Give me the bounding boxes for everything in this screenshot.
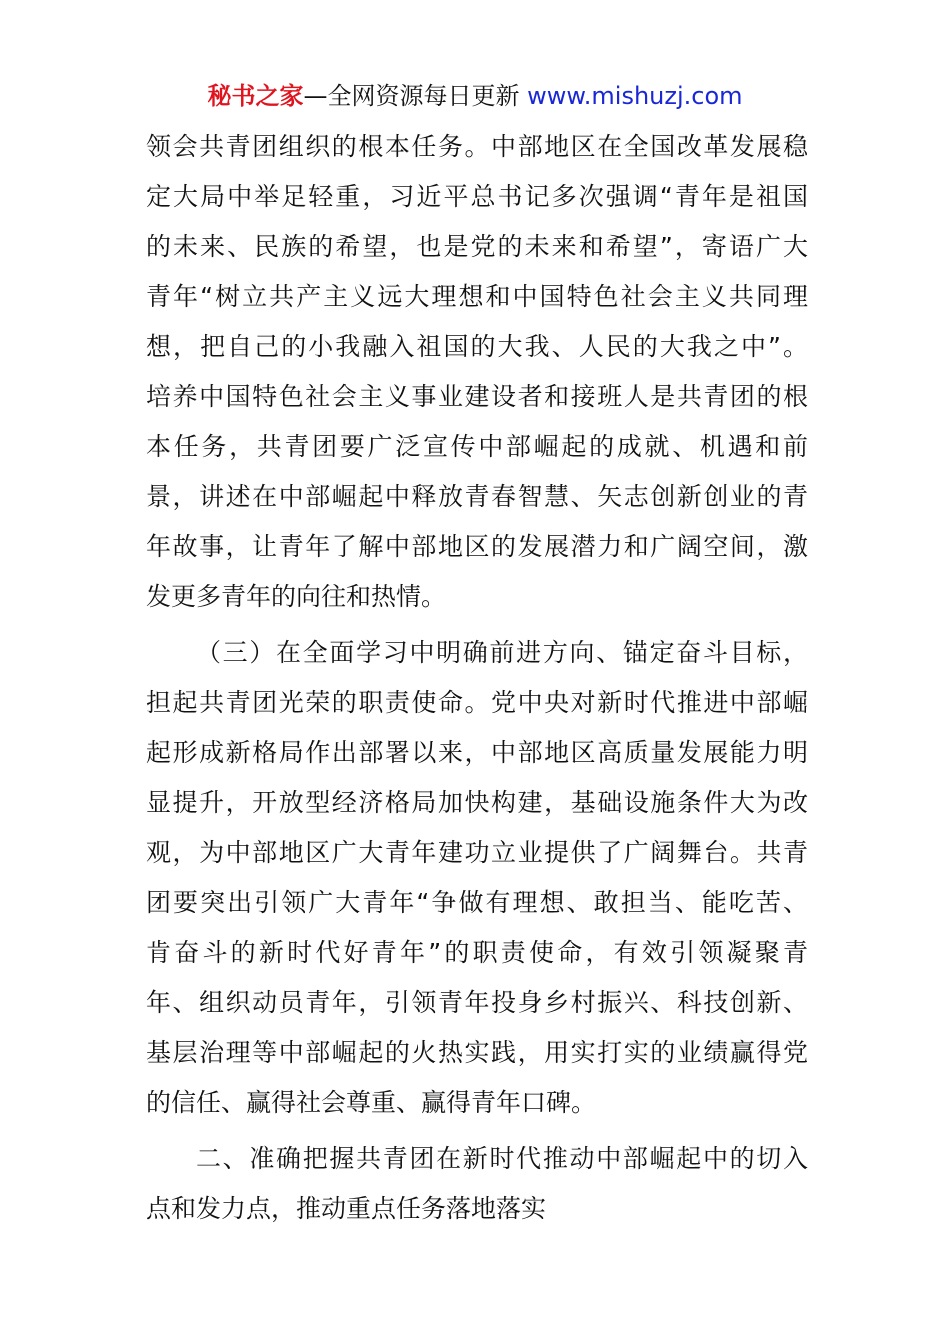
section-heading-line: （三）在全面学习中明确前进方向、锚定奋斗目标， <box>196 638 808 667</box>
site-url-link[interactable]: www.mishuzj.com <box>527 82 743 110</box>
text-line: 显提升，开放型经济格局加快构建，基础设施条件大为改 <box>146 788 808 817</box>
text-line: 想，把自己的小我融入祖国的大我、人民的大我之中”。 <box>146 332 808 361</box>
chapter-heading-line: 二、准确把握共青团在新时代推动中部崛起中的切入 <box>196 1144 808 1173</box>
text-line: 观，为中部地区广大青年建功立业提供了广阔舞台。共青 <box>146 838 808 867</box>
chapter-heading-line: 点和发力点，推动重点任务落地落实 <box>146 1194 547 1223</box>
brand-name: 秘书之家 <box>207 82 304 110</box>
text-line: 担起共青团光荣的职责使命。党中央对新时代推进中部崛 <box>146 688 808 717</box>
text-line: 的未来、民族的希望，也是党的未来和希望”，寄语广大 <box>146 232 808 261</box>
paragraph <box>146 1134 808 1234</box>
text-line: 肯奋斗的新时代好青年”的职责使命，有效引领凝聚青 <box>146 938 808 967</box>
text-line: 青年“树立共产主义远大理想和中国特色社会主义共同理 <box>146 282 808 311</box>
text-line: 年、组织动员青年，引领青年投身乡村振兴、科技创新、 <box>146 988 808 1017</box>
text-line: 培养中国特色社会主义事业建设者和接班人是共青团的根 <box>146 382 808 411</box>
text-line: 本任务，共青团要广泛宣传中部崛起的成就、机遇和前 <box>146 432 808 461</box>
text-line: 年故事，让青年了解中部地区的发展潜力和广阔空间，激 <box>146 532 808 561</box>
text-line: 起形成新格局作出部署以来，中部地区高质量发展能力明 <box>146 738 808 767</box>
site-header <box>0 80 950 112</box>
paragraph <box>146 122 808 622</box>
header-tagline: —全网资源每日更新 <box>303 82 520 110</box>
text-line: 发更多青年的向往和热情。 <box>146 582 447 611</box>
paragraph <box>146 628 808 1128</box>
text-line: 景，讲述在中部崛起中释放青春智慧、矢志创新创业的青 <box>146 482 808 511</box>
document-body <box>146 122 808 1234</box>
text-line: 基层治理等中部崛起的火热实践，用实打实的业绩赢得党 <box>146 1038 808 1067</box>
text-line: 团要突出引领广大青年“争做有理想、敢担当、能吃苦、 <box>146 888 808 917</box>
text-line: 领会共青团组织的根本任务。中部地区在全国改革发展稳 <box>146 132 808 161</box>
text-line: 定大局中举足轻重，习近平总书记多次强调“青年是祖国 <box>146 182 808 211</box>
text-line: 的信任、赢得社会尊重、赢得青年口碑。 <box>146 1088 597 1117</box>
